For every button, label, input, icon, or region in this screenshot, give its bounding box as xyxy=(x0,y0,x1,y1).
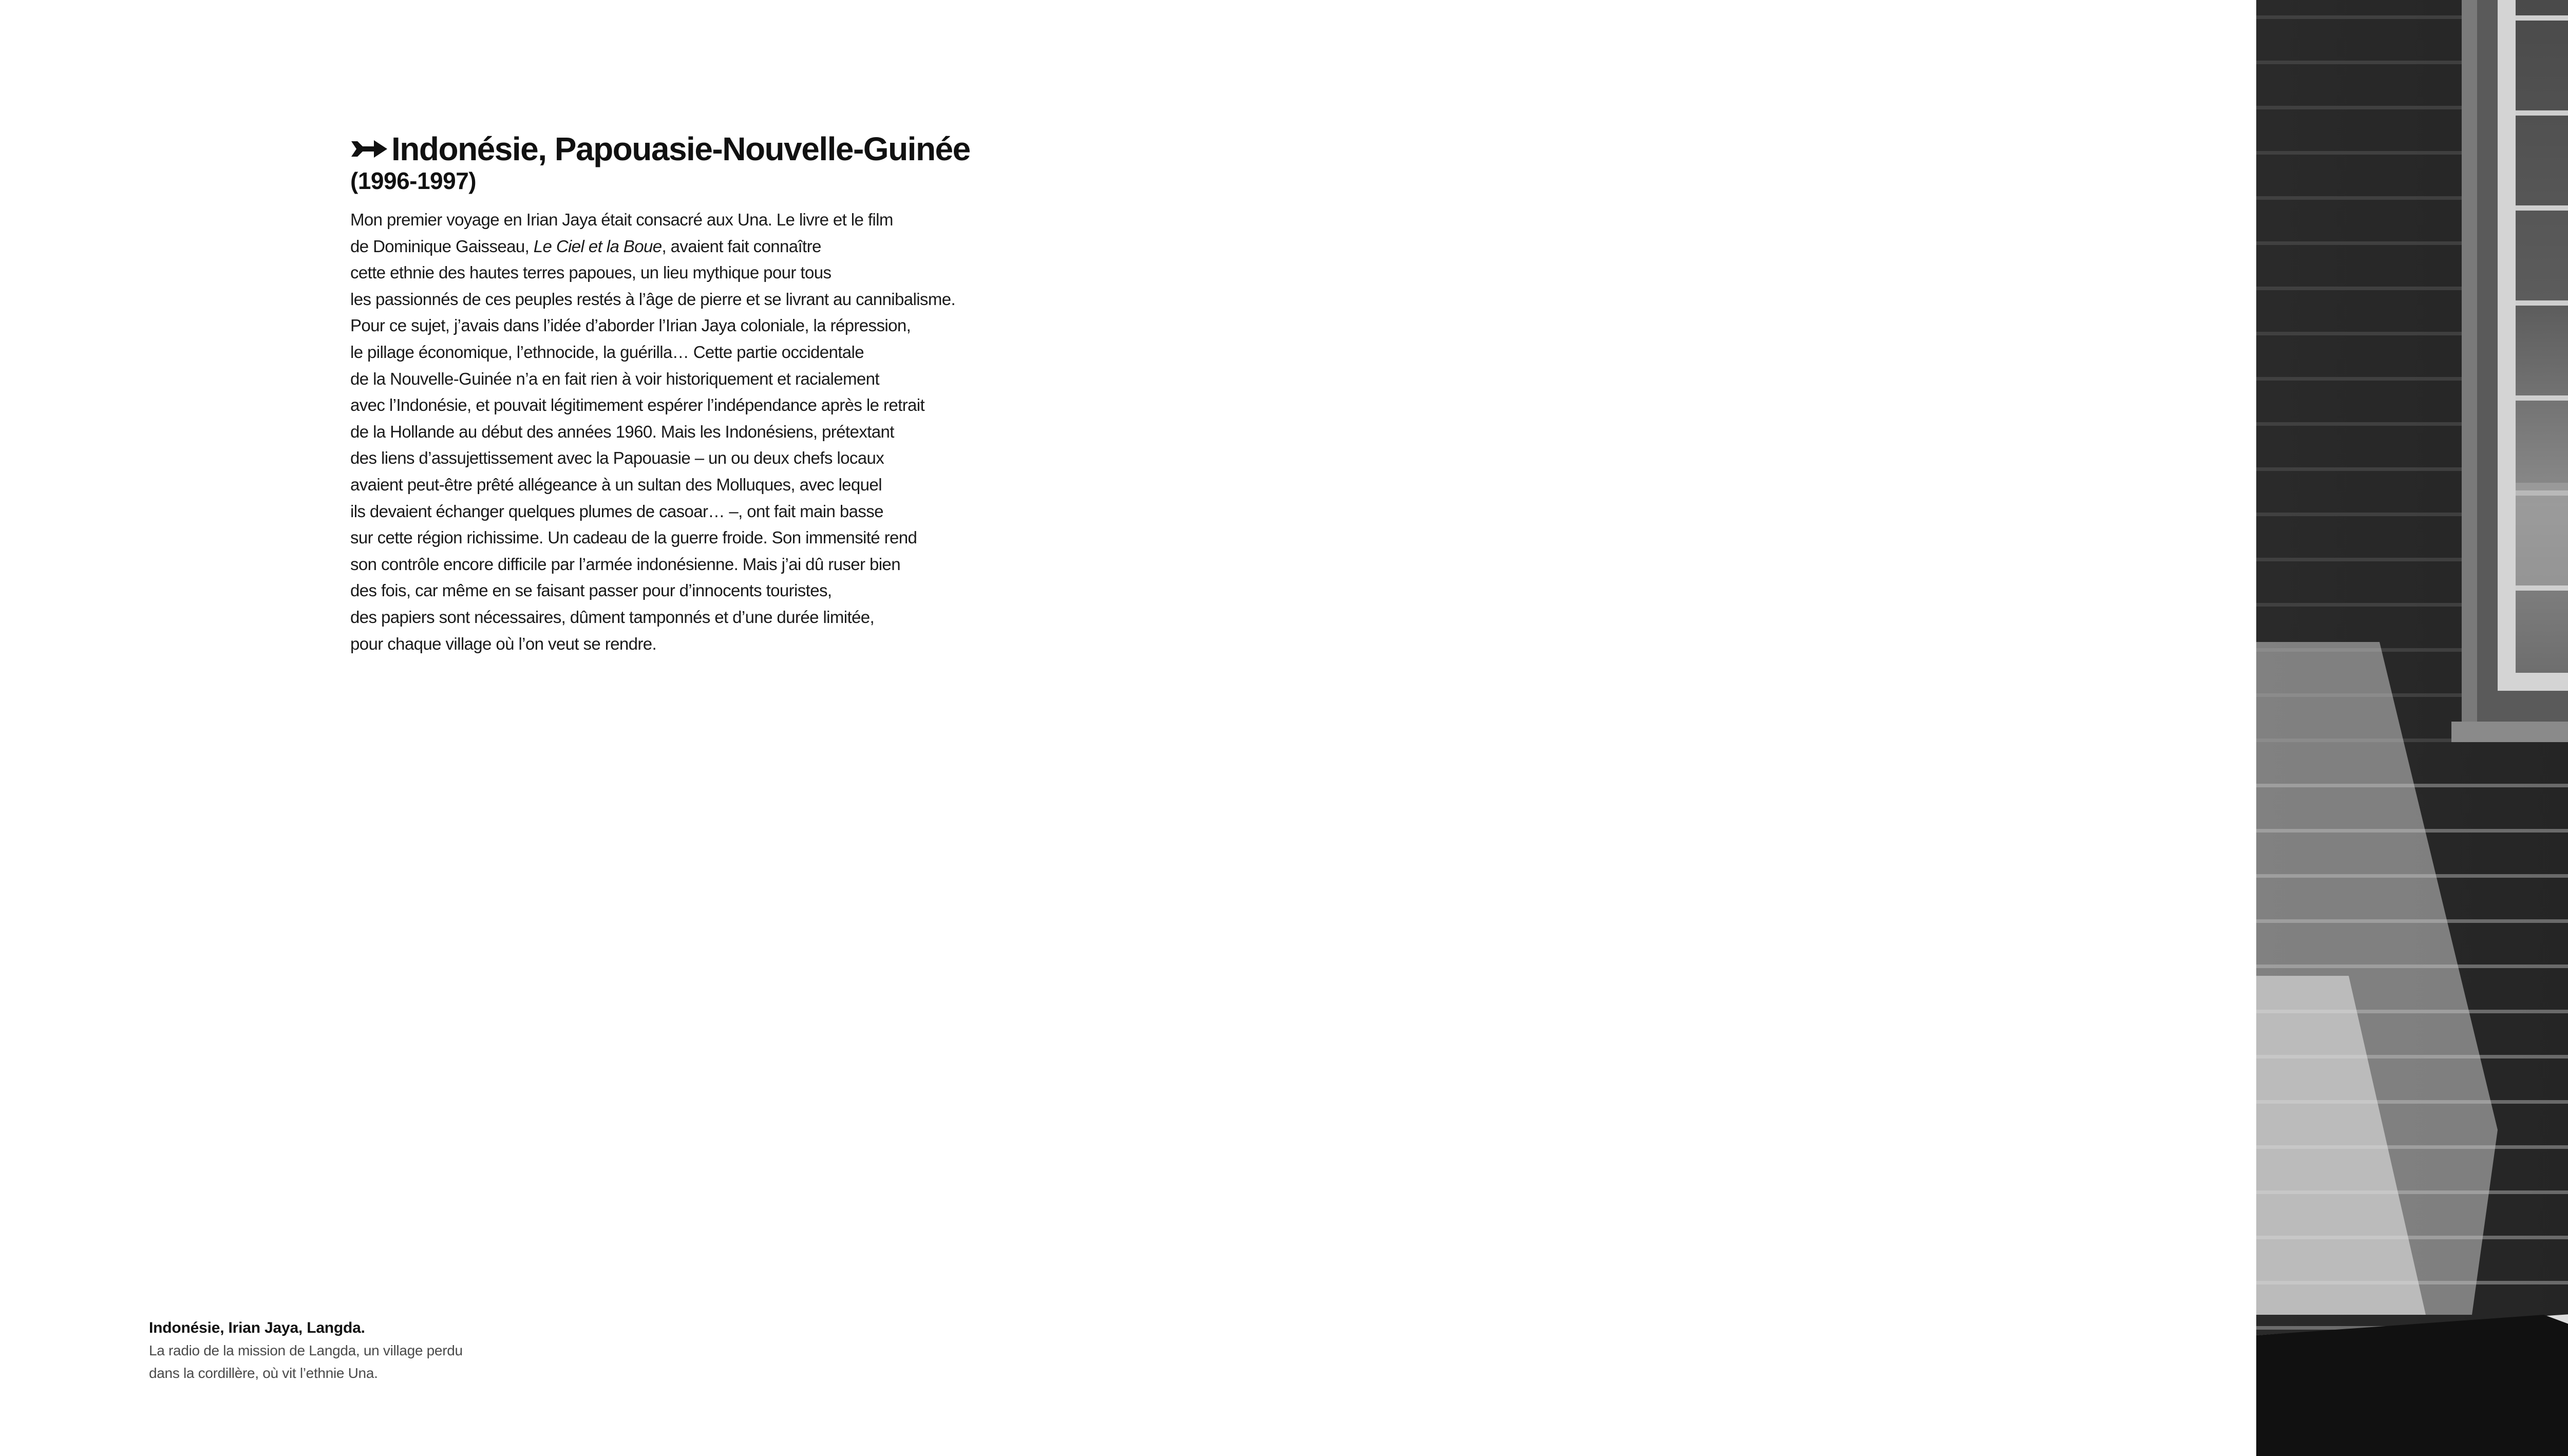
article-heading xyxy=(350,129,1326,194)
photo-caption xyxy=(149,1317,560,1385)
window-louver xyxy=(2516,110,2568,116)
photo-boy-at-window xyxy=(2256,0,2568,1456)
body-line: pour chaque village où l’on veut se rendre. xyxy=(350,634,657,653)
caption-line: La radio de la mission de Langda, un village perdu xyxy=(149,1342,463,1358)
body-line: ils devaient échanger quelques plumes de casoar… –, ont fait main basse xyxy=(350,501,883,521)
body-line: les passionnés de ces peuples restés à l’âge de pierre et se livrant au cannibalisme. xyxy=(350,289,956,309)
body-line xyxy=(350,233,1069,260)
body-text-segment: , avaient fait connaître xyxy=(662,236,821,256)
photograph xyxy=(2256,0,2568,1456)
body-line: cette ethnie des hautes terres papoues, un lieu mythique pour tous xyxy=(350,263,832,282)
title-row xyxy=(350,129,1326,168)
page-subtitle-years: (1996-1997) xyxy=(350,167,477,194)
book-title-italic: Le Ciel et la Boue xyxy=(533,236,662,256)
body-line: des papiers sont nécessaires, dûment tamponnés et d’une durée limitée, xyxy=(350,607,875,627)
body-text-segment: de Dominique Gaisseau, xyxy=(350,236,534,256)
page-title: Indonésie, Papouasie-Nouvelle-Guinée xyxy=(391,130,970,167)
article-body xyxy=(350,206,1069,657)
window-louver xyxy=(2516,205,2568,211)
window-louver xyxy=(2516,585,2568,591)
window-louver xyxy=(2516,300,2568,306)
window-louver xyxy=(2516,395,2568,401)
body-line: son contrôle encore difficile par l’armée indonésienne. Mais j’ai dû ruser bien xyxy=(350,554,900,574)
body-line: des fois, car même en se faisant passer pour d’innocents touristes, xyxy=(350,581,832,600)
body-line: le pillage économique, l’ethnocide, la guérilla… Cette partie occidentale xyxy=(350,342,864,362)
body-line: des liens d’assujettissement avec la Papouasie – un ou deux chefs locaux xyxy=(350,448,884,468)
caption-title: Indonésie, Irian Jaya, Langda. xyxy=(149,1319,365,1336)
body-line: avaient peut-être prêté allégeance à un sultan des Molluques, avec lequel xyxy=(350,475,882,494)
body-line: avec l’Indonésie, et pouvait légitimement espérer l’indépendance après le retrait xyxy=(350,395,925,415)
body-line: Mon premier voyage en Irian Jaya était consacré aux Una. Le livre et le film xyxy=(350,210,893,229)
caption-line: dans la cordillère, où vit l’ethnie Una. xyxy=(149,1365,378,1381)
body-line: Pour ce sujet, j’avais dans l’idée d’aborder l’Irian Jaya coloniale, la répression, xyxy=(350,316,911,335)
arrow-right-icon xyxy=(350,137,388,161)
body-line: sur cette région richissime. Un cadeau de la guerre froide. Son immensité rend xyxy=(350,528,917,547)
body-line: de la Nouvelle-Guinée n’a en fait rien à voir historiquement et racialement xyxy=(350,369,879,388)
window-louver xyxy=(2516,15,2568,21)
body-line: de la Hollande au début des années 1960. Mais les Indonésiens, prétextant xyxy=(350,422,894,441)
